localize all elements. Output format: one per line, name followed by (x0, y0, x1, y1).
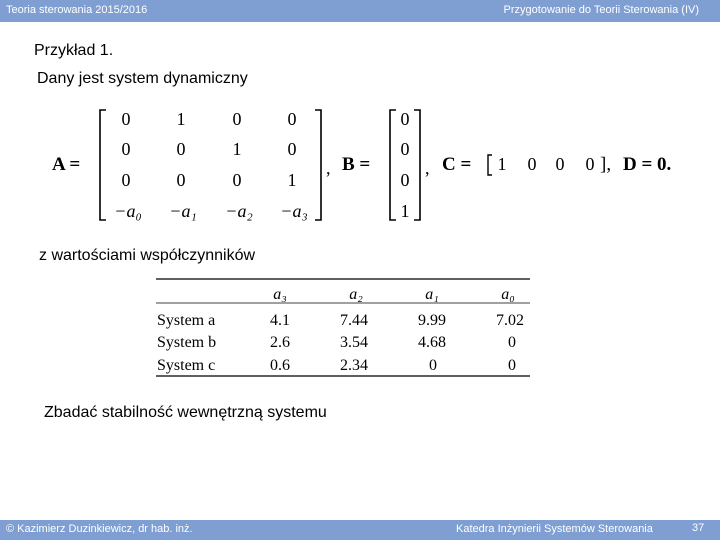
C-entry: 1 (497, 154, 507, 174)
A-entry: −a₃ (280, 201, 308, 221)
A-entry: 0 (121, 170, 131, 190)
table-header: a₂ (349, 286, 363, 303)
A-entry: 0 (287, 109, 297, 129)
table-header: a₃ (273, 286, 287, 303)
table-cell: 2.6 (270, 334, 290, 351)
separator-comma: , (326, 158, 331, 178)
A-entry: 0 (176, 170, 186, 190)
B-entry: 1 (400, 201, 410, 221)
table-cell: 0 (429, 357, 437, 374)
A-entry: 1 (232, 139, 242, 159)
A-entry: −a₁ (169, 201, 197, 221)
C-closing: ], (600, 154, 612, 175)
A-right-bracket (315, 110, 321, 220)
table-header: a₀ (501, 286, 515, 303)
C-entry: 0 (527, 154, 537, 174)
table-cell: 2.34 (340, 357, 368, 374)
B-label: B = (342, 154, 371, 175)
table-row-label: System a (157, 312, 216, 329)
C-left-bracket (488, 155, 492, 175)
table-cell: 4.68 (418, 334, 446, 351)
slide-title: Przykład 1. (34, 42, 114, 59)
C-label: C = (442, 154, 472, 175)
header-lecture: Przygotowanie do Teorii Sterowania (IV) (503, 4, 699, 16)
header-course: Teoria sterowania 2015/2016 (6, 4, 148, 16)
B-entry: 0 (400, 170, 410, 190)
intro-text: Dany jest system dynamiczny (37, 70, 248, 87)
table-cell: 7.44 (340, 312, 368, 329)
table-cell: 9.99 (418, 312, 446, 329)
table-cell: 0 (508, 334, 516, 351)
coefficients-label: z wartościami współczynników (39, 247, 256, 264)
table-header: a₁ (425, 286, 439, 303)
table-cell: 0 (508, 357, 516, 374)
page-number: 37 (692, 522, 705, 534)
A-entry: 0 (287, 139, 297, 159)
A-entry: 0 (232, 109, 242, 129)
C-entry: 0 (555, 154, 565, 174)
table-cell: 3.54 (340, 334, 368, 351)
table-row-label: System b (157, 334, 217, 351)
A-label: A = (52, 154, 81, 175)
A-entry: 0 (232, 170, 242, 190)
coefficient-table (150, 275, 540, 380)
A-entry: 0 (121, 109, 131, 129)
task-text: Zbadać stabilność wewnętrzną systemu (44, 404, 327, 421)
table-cell: 0.6 (270, 357, 290, 374)
footer-author: © Kazimierz Duzinkiewicz, dr hab. inż. (6, 523, 193, 535)
A-entry: −a₂ (225, 201, 253, 221)
A-entry: 1 (176, 109, 186, 129)
table-cell: 7.02 (496, 312, 524, 329)
B-entry: 0 (400, 109, 410, 129)
A-entry: 0 (121, 139, 131, 159)
table-cell: 4.1 (270, 312, 290, 329)
A-entry: −a₀ (114, 201, 142, 221)
B-left-bracket (390, 110, 396, 220)
A-entry: 0 (176, 139, 186, 159)
footer-department: Katedra Inżynierii Systemów Sterowania (456, 523, 653, 535)
D-equation: D = 0. (623, 154, 672, 175)
B-right-bracket (414, 110, 420, 220)
A-left-bracket (100, 110, 106, 220)
footer-bar (0, 520, 720, 540)
system-matrices-equation (40, 100, 700, 228)
A-entry: 1 (287, 170, 297, 190)
separator-comma: , (425, 158, 430, 178)
header-bar (0, 0, 720, 22)
table-row-label: System c (157, 357, 216, 374)
B-entry: 0 (400, 139, 410, 159)
C-entry: 0 (585, 154, 595, 174)
